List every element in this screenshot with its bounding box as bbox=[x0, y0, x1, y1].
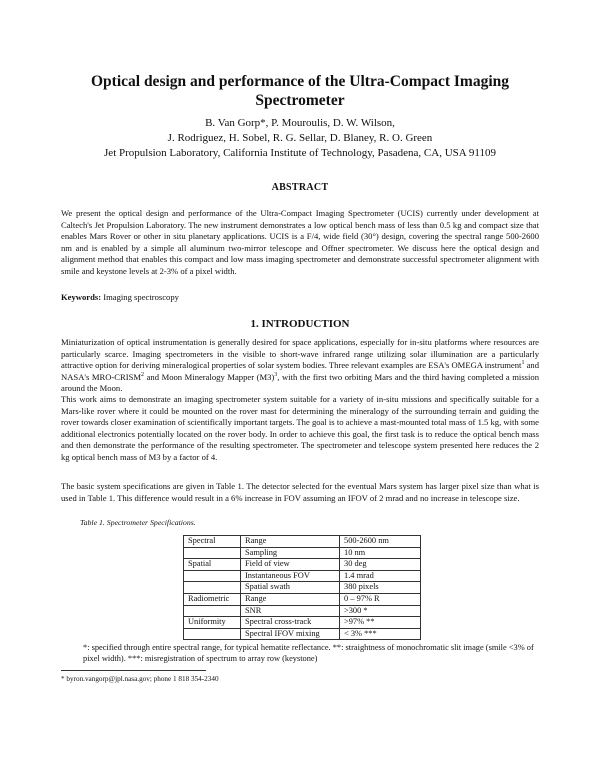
spec-parameter: Spatial swath bbox=[241, 582, 340, 594]
affiliation: Jet Propulsion Laboratory, California Institute of Technology, Pasadena, CA, USA 91109 bbox=[104, 147, 496, 159]
table-row bbox=[184, 582, 421, 594]
abstract-heading: ABSTRACT bbox=[271, 182, 329, 193]
spec-value: 30 deg bbox=[340, 559, 421, 571]
spec-category bbox=[184, 605, 241, 617]
spec-value: 0 – 97% R bbox=[340, 593, 421, 605]
table-row bbox=[184, 570, 421, 582]
spec-value: 500-2600 nm bbox=[340, 536, 421, 548]
table-row bbox=[184, 593, 421, 605]
spec-parameter: Field of view bbox=[241, 559, 340, 571]
spec-table bbox=[183, 535, 421, 640]
author-footnote: * byron.vangorp@jpl.nasa.gov; phone 1 818 354-2340 bbox=[61, 675, 219, 683]
spec-value: >97% ** bbox=[340, 617, 421, 629]
authors-line-2: J. Rodriguez, H. Sobel, R. G. Sellar, D. Blaney, R. O. Green bbox=[167, 132, 433, 144]
author-block bbox=[40, 116, 560, 161]
table-row bbox=[184, 617, 421, 629]
table-row bbox=[184, 628, 421, 640]
spec-parameter: Range bbox=[241, 593, 340, 605]
table-row bbox=[184, 605, 421, 617]
spec-parameter: Sampling bbox=[241, 547, 340, 559]
intro-p1-text-b: and NASA's MRO-CRISM bbox=[61, 360, 540, 382]
intro-paragraph-3: The basic system specifications are given in Table 1. The detector selected for the eventual Mars system has larger pixel size than what is used in Table 1. This difference would result in a 6% increase in FOV assuming an IFOV of 2 mrad and no increase in telescope size. bbox=[61, 481, 539, 503]
intro-p1-text-c: and Moon Mineralogy Mapper (M3) bbox=[144, 371, 275, 382]
table-row bbox=[184, 536, 421, 548]
spec-value: >300 * bbox=[340, 605, 421, 617]
spec-parameter: Instantaneous FOV bbox=[241, 570, 340, 582]
intro-paragraph-1 bbox=[61, 337, 539, 395]
spec-parameter: SNR bbox=[241, 605, 340, 617]
footnote-divider bbox=[61, 670, 206, 671]
intro-p1-text-a: Miniaturization of optical instrumentation is generally desired for space applications, especially for in-situ platforms where resources are particularly scarce. Imaging spectrometers in the visible to short-wave infrared range utilizing solar illumination are a particularly attractive option for deriving mineralogical properties of solar system bodies. Three relevant examples are ESA's OMEGA instrument bbox=[61, 337, 539, 371]
spec-value: < 3% *** bbox=[340, 628, 421, 640]
spec-value: 1.4 mrad bbox=[340, 570, 421, 582]
spec-parameter: Spectral cross-track bbox=[241, 617, 340, 629]
spec-category: Uniformity bbox=[184, 617, 241, 629]
ref-3: 3 bbox=[274, 371, 278, 378]
abstract-text: We present the optical design and performance of the Ultra-Compact Imaging Spectrometer (UCIS) currently under development at Caltech's Jet Propulsion Laboratory. The new instrument demonstrates a low optical bench mass of less than 0.5 kg and compact size that enables Mars Rover or other in situ planetary applications. UCIS is a F/4, wide field (30°) design, covering the spectral range 500-2600 nm and is enabled by a simple all aluminum two-mirror telescope and Offner spectrometer. We discuss here the optical design and alignment method that enables this compact and low mass imaging spectrometer and demonstrate successful spectrometer alignment with smile and keystone levels at 2-3% of a pixel width. bbox=[61, 208, 539, 276]
authors-line-1: B. Van Gorp*, P. Mouroulis, D. W. Wilson, bbox=[205, 117, 395, 129]
spec-parameter: Range bbox=[241, 536, 340, 548]
ref-1: 1 bbox=[521, 360, 525, 367]
spec-category bbox=[184, 570, 241, 582]
spec-value: 380 pixels bbox=[340, 582, 421, 594]
keywords-value: Imaging spectroscopy bbox=[103, 292, 179, 302]
intro-p1-text-d: , with the first two orbiting Mars and the third having completed a mission around the Moon. bbox=[61, 371, 539, 394]
spec-category: Spectral bbox=[184, 536, 241, 548]
intro-paragraph-2: This work aims to demonstrate an imaging spectrometer system suitable for a variety of in-situ missions and specifically suitable for a Mars-like rover where it could be mounted on the rover mast for determining the mineralogy of the surrounding terrain and guiding the rover towards closer examination of scientifically important targets. The goal is to achieve a mast-mounted total mass of 1.5 kg, with some additional electronics potentially located on the rover body. In order to achieve this goal, the first task is to reduce the optical bench mass and then demonstrate the performance of the resulting spectrometer. The spectrometer and telescope system presented here reduces the 2 kg optical bench mass of M3 by a factor of 4. bbox=[61, 394, 539, 462]
ref-2: 2 bbox=[141, 371, 145, 378]
spec-category bbox=[184, 547, 241, 559]
spec-value: 10 nm bbox=[340, 547, 421, 559]
spec-category bbox=[184, 628, 241, 640]
table-note: *: specified through entire spectral range, for typical hematite reflectance. **: straightness of monochromatic slit image (smile <3% of pixel width). ***: misregistration of spectrum to array row (keystone) bbox=[83, 643, 534, 663]
keywords-label: Keywords: bbox=[61, 292, 102, 302]
table-row bbox=[184, 559, 421, 571]
section-heading-introduction: 1. INTRODUCTION bbox=[250, 318, 350, 330]
table-caption: Table 1. Spectrometer Specifications. bbox=[80, 518, 196, 527]
table-row bbox=[184, 547, 421, 559]
spec-category: Spatial bbox=[184, 559, 241, 571]
spec-category: Radiometric bbox=[184, 593, 241, 605]
keywords bbox=[61, 292, 179, 302]
spec-category bbox=[184, 582, 241, 594]
paper-title: Optical design and performance of the Ultra-Compact Imaging Spectrometer bbox=[90, 73, 510, 109]
spec-parameter: Spectral IFOV mixing bbox=[241, 628, 340, 640]
